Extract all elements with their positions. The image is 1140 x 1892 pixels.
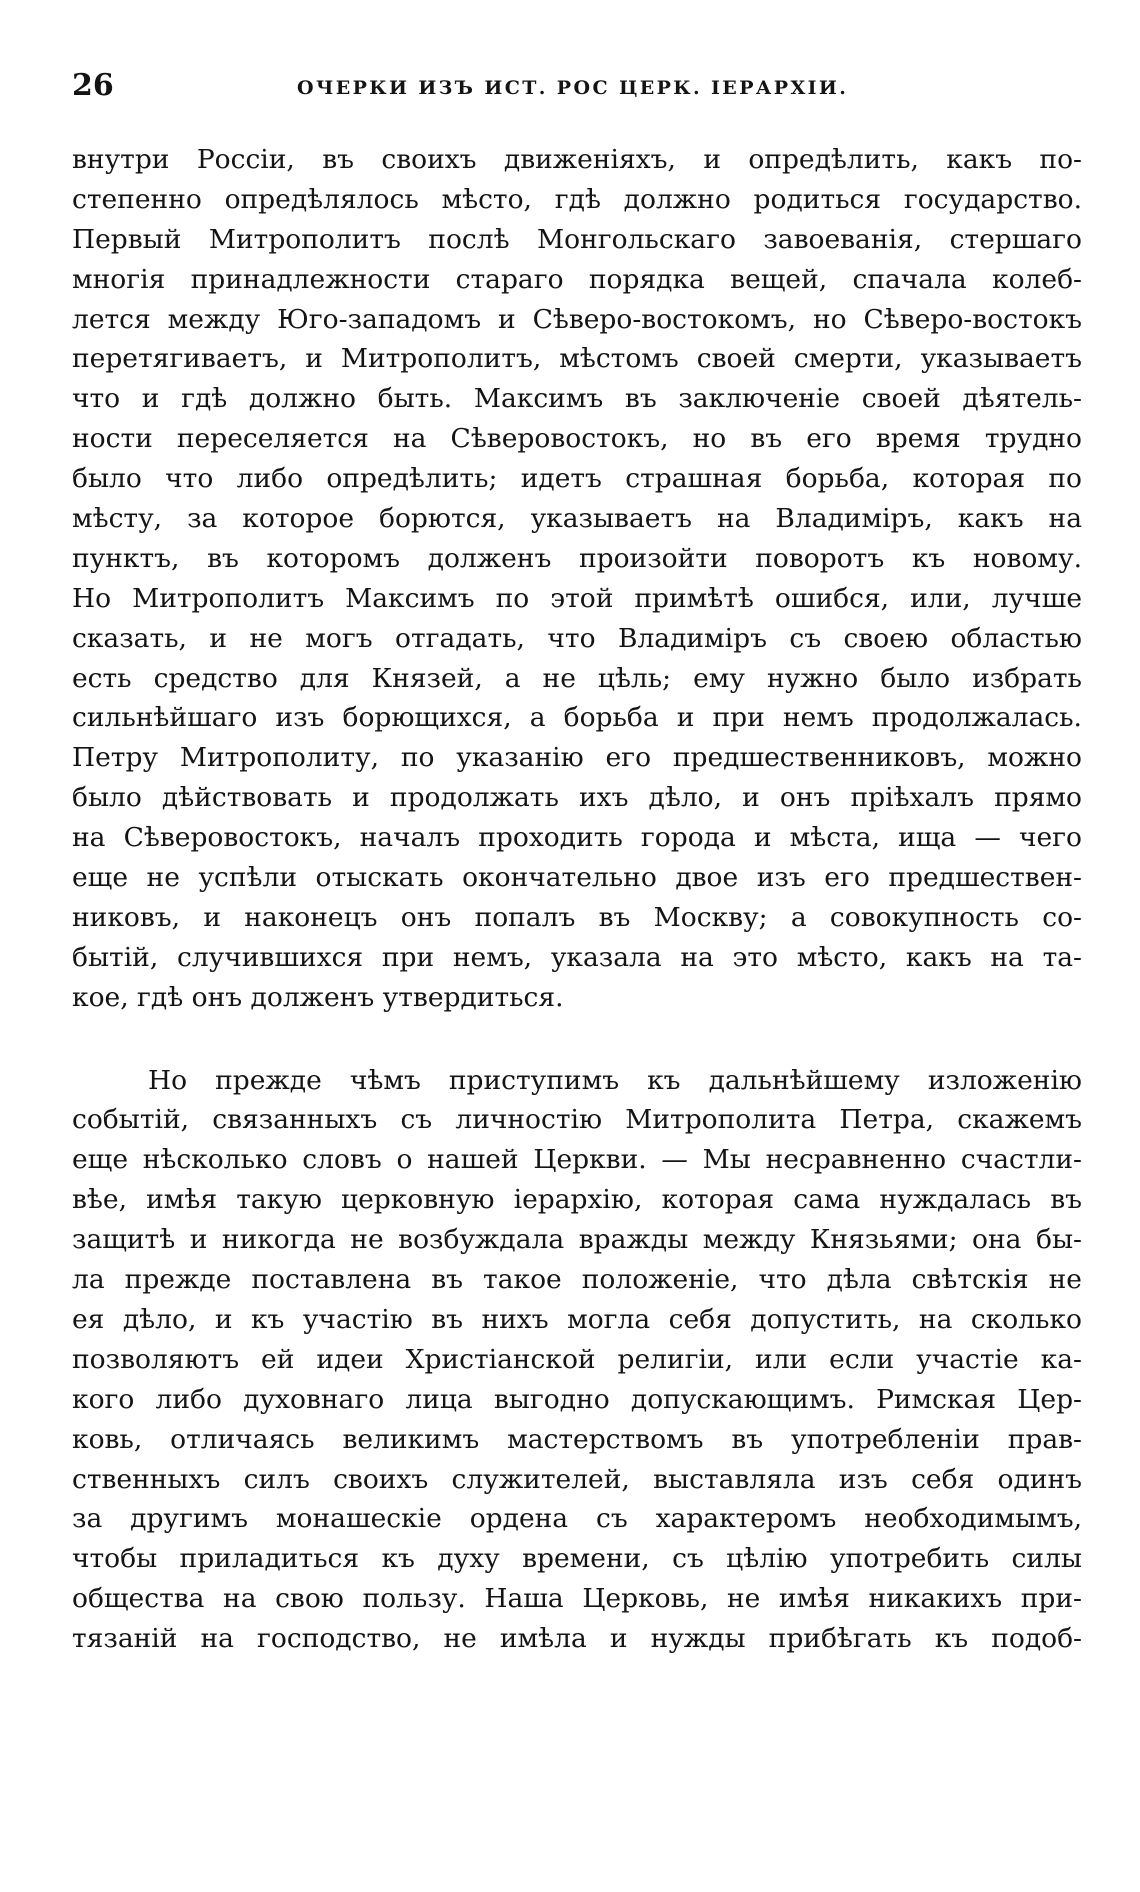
text-line: тязанiй на господство, не имѣла и нужды прибѣгать къ подоб- — [72, 1623, 1082, 1655]
body-text — [72, 140, 1082, 1659]
text-line: Петру Митрополиту, по указанiю его предшественниковъ, можно — [72, 742, 1082, 774]
text-line: кое, гдѣ онъ долженъ утвердиться. — [72, 981, 564, 1013]
text-line: еще не успѣли отыскать окончательно двое изъ его предшествен- — [72, 862, 1082, 894]
text-line: вѣе, имѣя такую церковную iерархiю, которая сама нуждалась въ — [72, 1184, 1082, 1216]
text-line: позволяютъ ей идеи Христiанской религiи, или если участiе ка- — [72, 1343, 1082, 1375]
text-line: защитѣ и никогда не возбуждала вражды между Князьями; она бы- — [72, 1224, 1082, 1256]
text-line: сказать, и не могъ отгадать, что Владимiръ съ своею областью — [72, 622, 1082, 654]
text-line: мѣсту, за которое борются, указываетъ на Владимiръ, какъ на — [72, 503, 1082, 535]
text-line: Первый Митрополитъ послѣ Монгольскаго завоеванiя, стершаго — [72, 223, 1082, 255]
text-line: степенно опредѣлялось мѣсто, гдѣ должно родиться государство. — [72, 183, 1082, 215]
text-line: бытiй, случившихся при немъ, указала на это мѣсто, какъ на та- — [72, 941, 1082, 973]
text-line: Но прежде чѣмъ приступимъ къ дальнѣйшему изложенiю — [148, 1064, 1082, 1096]
text-line: ности переселяется на Сѣверовостокъ, но въ его время трудно — [72, 423, 1082, 455]
text-line: ея дѣло, и къ участiю въ нихъ могла себя допустить, на сколько — [72, 1303, 1082, 1335]
paragraph-2 — [72, 1061, 1082, 1659]
text-line: кого либо духовнаго лица выгодно допускающимъ. Римская Цер- — [72, 1383, 1082, 1415]
text-line: многiя принадлежности стараго порядка вещей, спачала колеб- — [72, 263, 1082, 295]
text-line: пунктъ, въ которомъ долженъ произойти поворотъ къ новому. — [72, 542, 1082, 574]
text-line: общества на свою пользу. Наша Церковь, не имѣя никакихъ при- — [72, 1583, 1082, 1615]
running-head: ОЧЕРКИ ИЗЪ ИСТ. РОС ЦЕРК. IЕРАРХIИ. — [297, 77, 849, 99]
paragraph-1 — [72, 140, 1082, 1018]
text-line: внутри Россiи, въ своихъ движенiяхъ, и опредѣлить, какъ по- — [72, 144, 1082, 175]
text-line: за другимъ монашескiе ордена съ характеромъ необходимымъ, — [72, 1503, 1082, 1535]
text-line: перетягиваетъ, и Митрополитъ, мѣстомъ своей смерти, указываетъ — [72, 343, 1082, 375]
text-line: сильнѣйшаго изъ борющихся, а борьба и при немъ продолжалась. — [72, 702, 1082, 734]
text-line: никовъ, и наконецъ онъ попалъ въ Москву; а совокупность со- — [72, 901, 1082, 933]
text-line: чтобы приладиться къ духу времени, съ цѣлiю употребить силы — [72, 1543, 1082, 1575]
page-header — [72, 66, 1082, 106]
text-line: Но Митрополитъ Максимъ по этой примѣтѣ ошибся, или, лучше — [72, 582, 1082, 614]
text-line: ла прежде поставлена въ такое положенiе, что дѣла свѣтскiя не — [72, 1264, 1082, 1296]
text-line: ковь, отличаясь великимъ мастерствомъ въ употребленiи прав- — [72, 1423, 1082, 1455]
text-line: на Сѣверовостокъ, началъ проходить города и мѣста, ища — чего — [72, 822, 1082, 854]
text-line: ственныхъ силъ своихъ служителей, выставляла изъ себя одинъ — [72, 1463, 1082, 1495]
text-line: было что либо опредѣлить; идетъ страшная борьба, которая по — [72, 463, 1082, 495]
page-number: 26 — [72, 68, 114, 103]
text-line: еще нѣсколько словъ о нашей Церкви. — Мы несравненно счастли- — [72, 1144, 1082, 1176]
text-line: что и гдѣ должно быть. Максимъ въ заключенiе своей дѣятель- — [72, 383, 1082, 415]
text-line: лется между Юго-западомъ и Сѣверо-востокомъ, но Сѣверо-востокъ — [72, 303, 1082, 335]
text-line: было дѣйствовать и продолжать ихъ дѣло, и онъ прiѣхалъ прямо — [72, 782, 1082, 814]
text-line: событiй, связанныхъ съ личностiю Митрополита Петра, скажемъ — [72, 1104, 1082, 1136]
text-line: есть средство для Князей, а не цѣль; ему нужно было избрать — [72, 662, 1082, 694]
